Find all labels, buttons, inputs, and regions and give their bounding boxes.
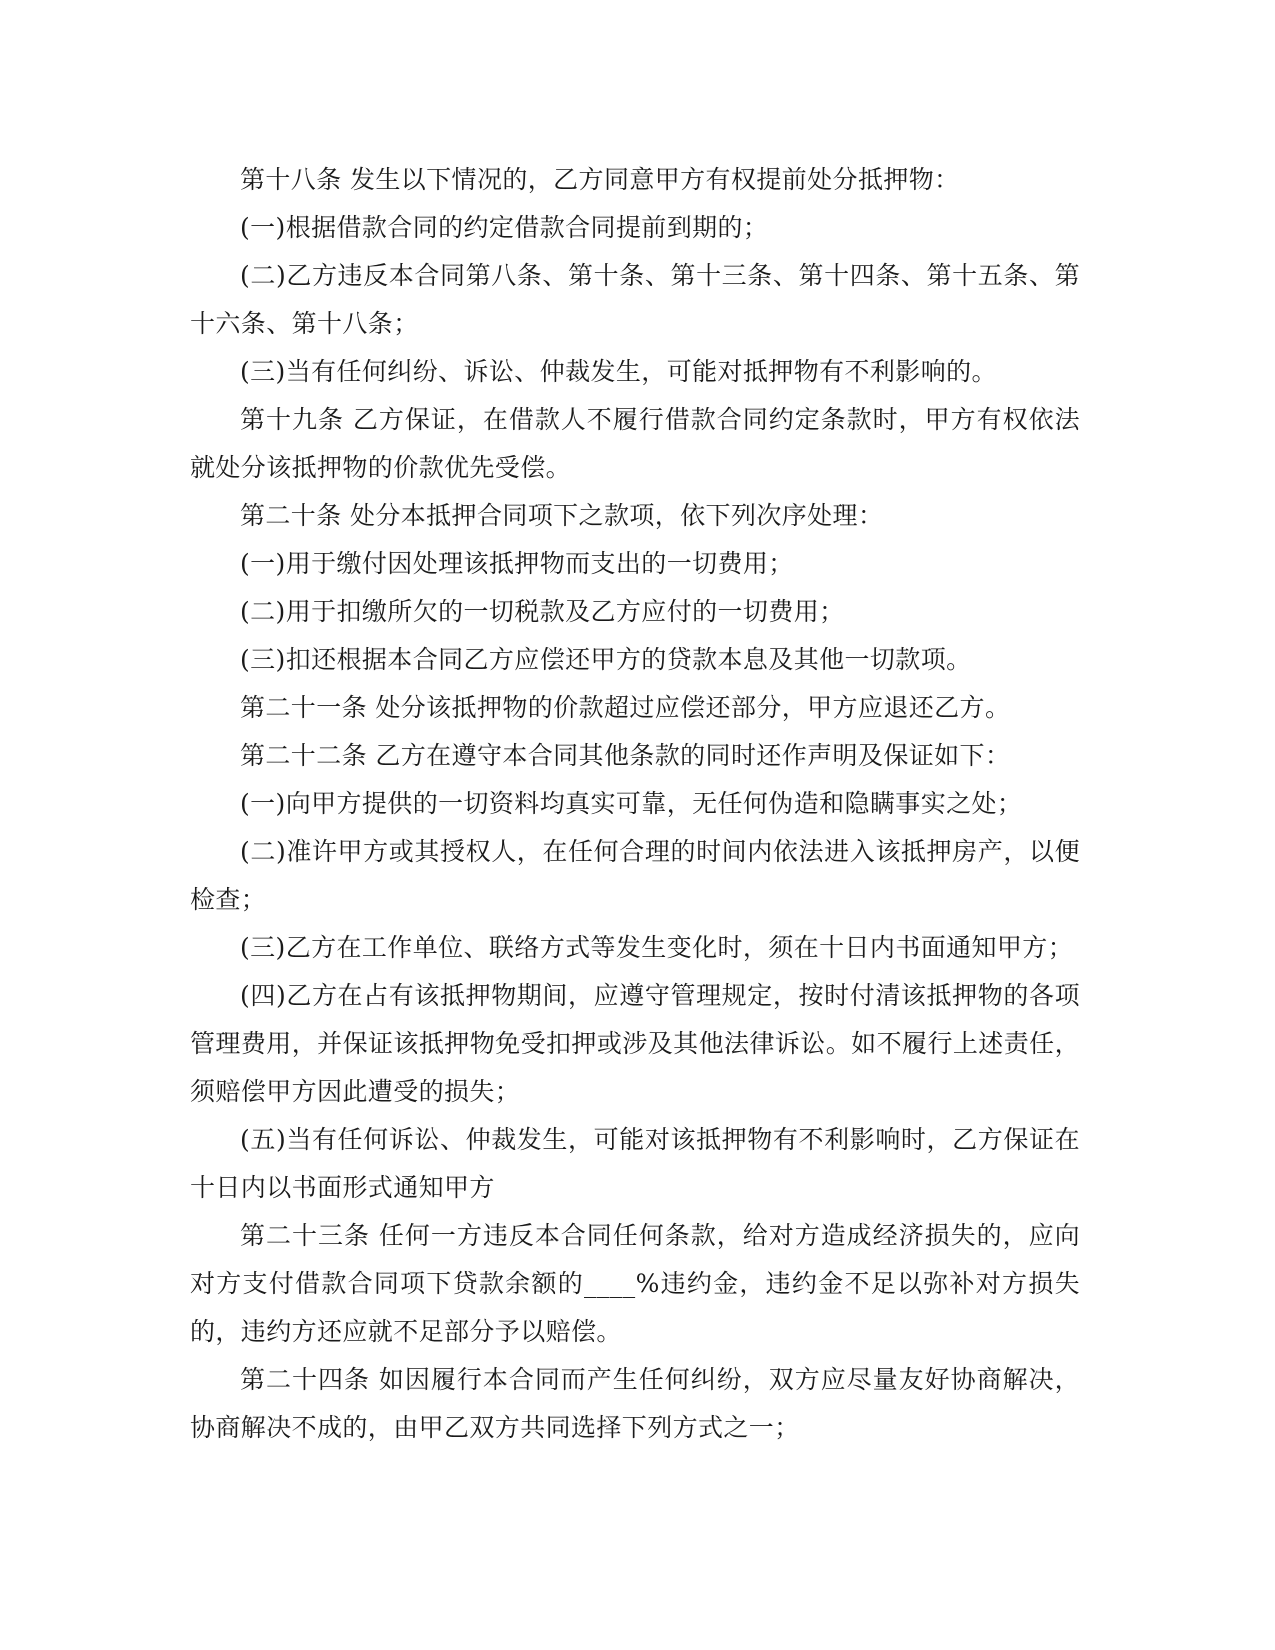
article-18-heading: 第十八条 发生以下情况的，乙方同意甲方有权提前处分抵押物：	[240, 165, 960, 194]
article-22-heading: 第二十二条 乙方在遵守本合同其他条款的同时还作声明及保证如下：	[240, 741, 1011, 770]
article-18-item-2: (二)乙方违反本合同第八条、第十条、第十三条、第十四条、第十五条、第十六条、第十八条；	[190, 261, 1080, 338]
article-18-item-1: (一)根据借款合同的约定借款合同提前到期的；	[240, 213, 769, 242]
article-22-item-1: (一)向甲方提供的一切资料均真实可靠，无任何伪造和隐瞒事实之处；	[240, 789, 1023, 818]
article-24: 第二十四条 如因履行本合同而产生任何纠纷，双方应尽量友好协商解决，协商解决不成的，由甲乙双方共同选择下列方式之一；	[190, 1365, 1080, 1442]
article-21: 第二十一条 处分该抵押物的价款超过应偿还部分，甲方应退还乙方。	[240, 693, 1011, 722]
document-page	[190, 156, 1080, 1452]
article-20-item-1: (一)用于缴付因处理该抵押物而支出的一切费用；	[240, 549, 794, 578]
article-22-item-4: (四)乙方在占有该抵押物期间，应遵守管理规定，按时付清该抵押物的各项管理费用，并保证该抵押物免受扣押或涉及其他法律诉讼。如不履行上述责任，须赔偿甲方因此遭受的损失；	[190, 981, 1080, 1106]
article-22-item-5: (五)当有任何诉讼、仲裁发生，可能对该抵押物有不利影响时，乙方保证在十日内以书面形式通知甲方	[190, 1125, 1080, 1202]
article-23: 第二十三条 任何一方违反本合同任何条款，给对方造成经济损失的，应向对方支付借款合同项下贷款余额的____%违约金，违约金不足以弥补对方损失的，违约方还应就不足部分予以赔偿。	[190, 1221, 1080, 1346]
article-18-item-3: (三)当有任何纠纷、诉讼、仲裁发生，可能对抵押物有不利影响的。	[240, 357, 997, 386]
article-20-item-2: (二)用于扣缴所欠的一切税款及乙方应付的一切费用；	[240, 597, 845, 626]
article-20-item-3: (三)扣还根据本合同乙方应偿还甲方的贷款本息及其他一切款项。	[240, 645, 972, 674]
article-22-item-3: (三)乙方在工作单位、联络方式等发生变化时，须在十日内书面通知甲方；	[240, 933, 1074, 962]
article-22-item-2: (二)准许甲方或其授权人，在任何合理的时间内依法进入该抵押房产，以便检查；	[190, 837, 1080, 914]
article-20-heading: 第二十条 处分本抵押合同项下之款项，依下列次序处理：	[240, 501, 884, 530]
article-19: 第十九条 乙方保证，在借款人不履行借款合同约定条款时，甲方有权依法就处分该抵押物的价款优先受偿。	[190, 405, 1080, 482]
